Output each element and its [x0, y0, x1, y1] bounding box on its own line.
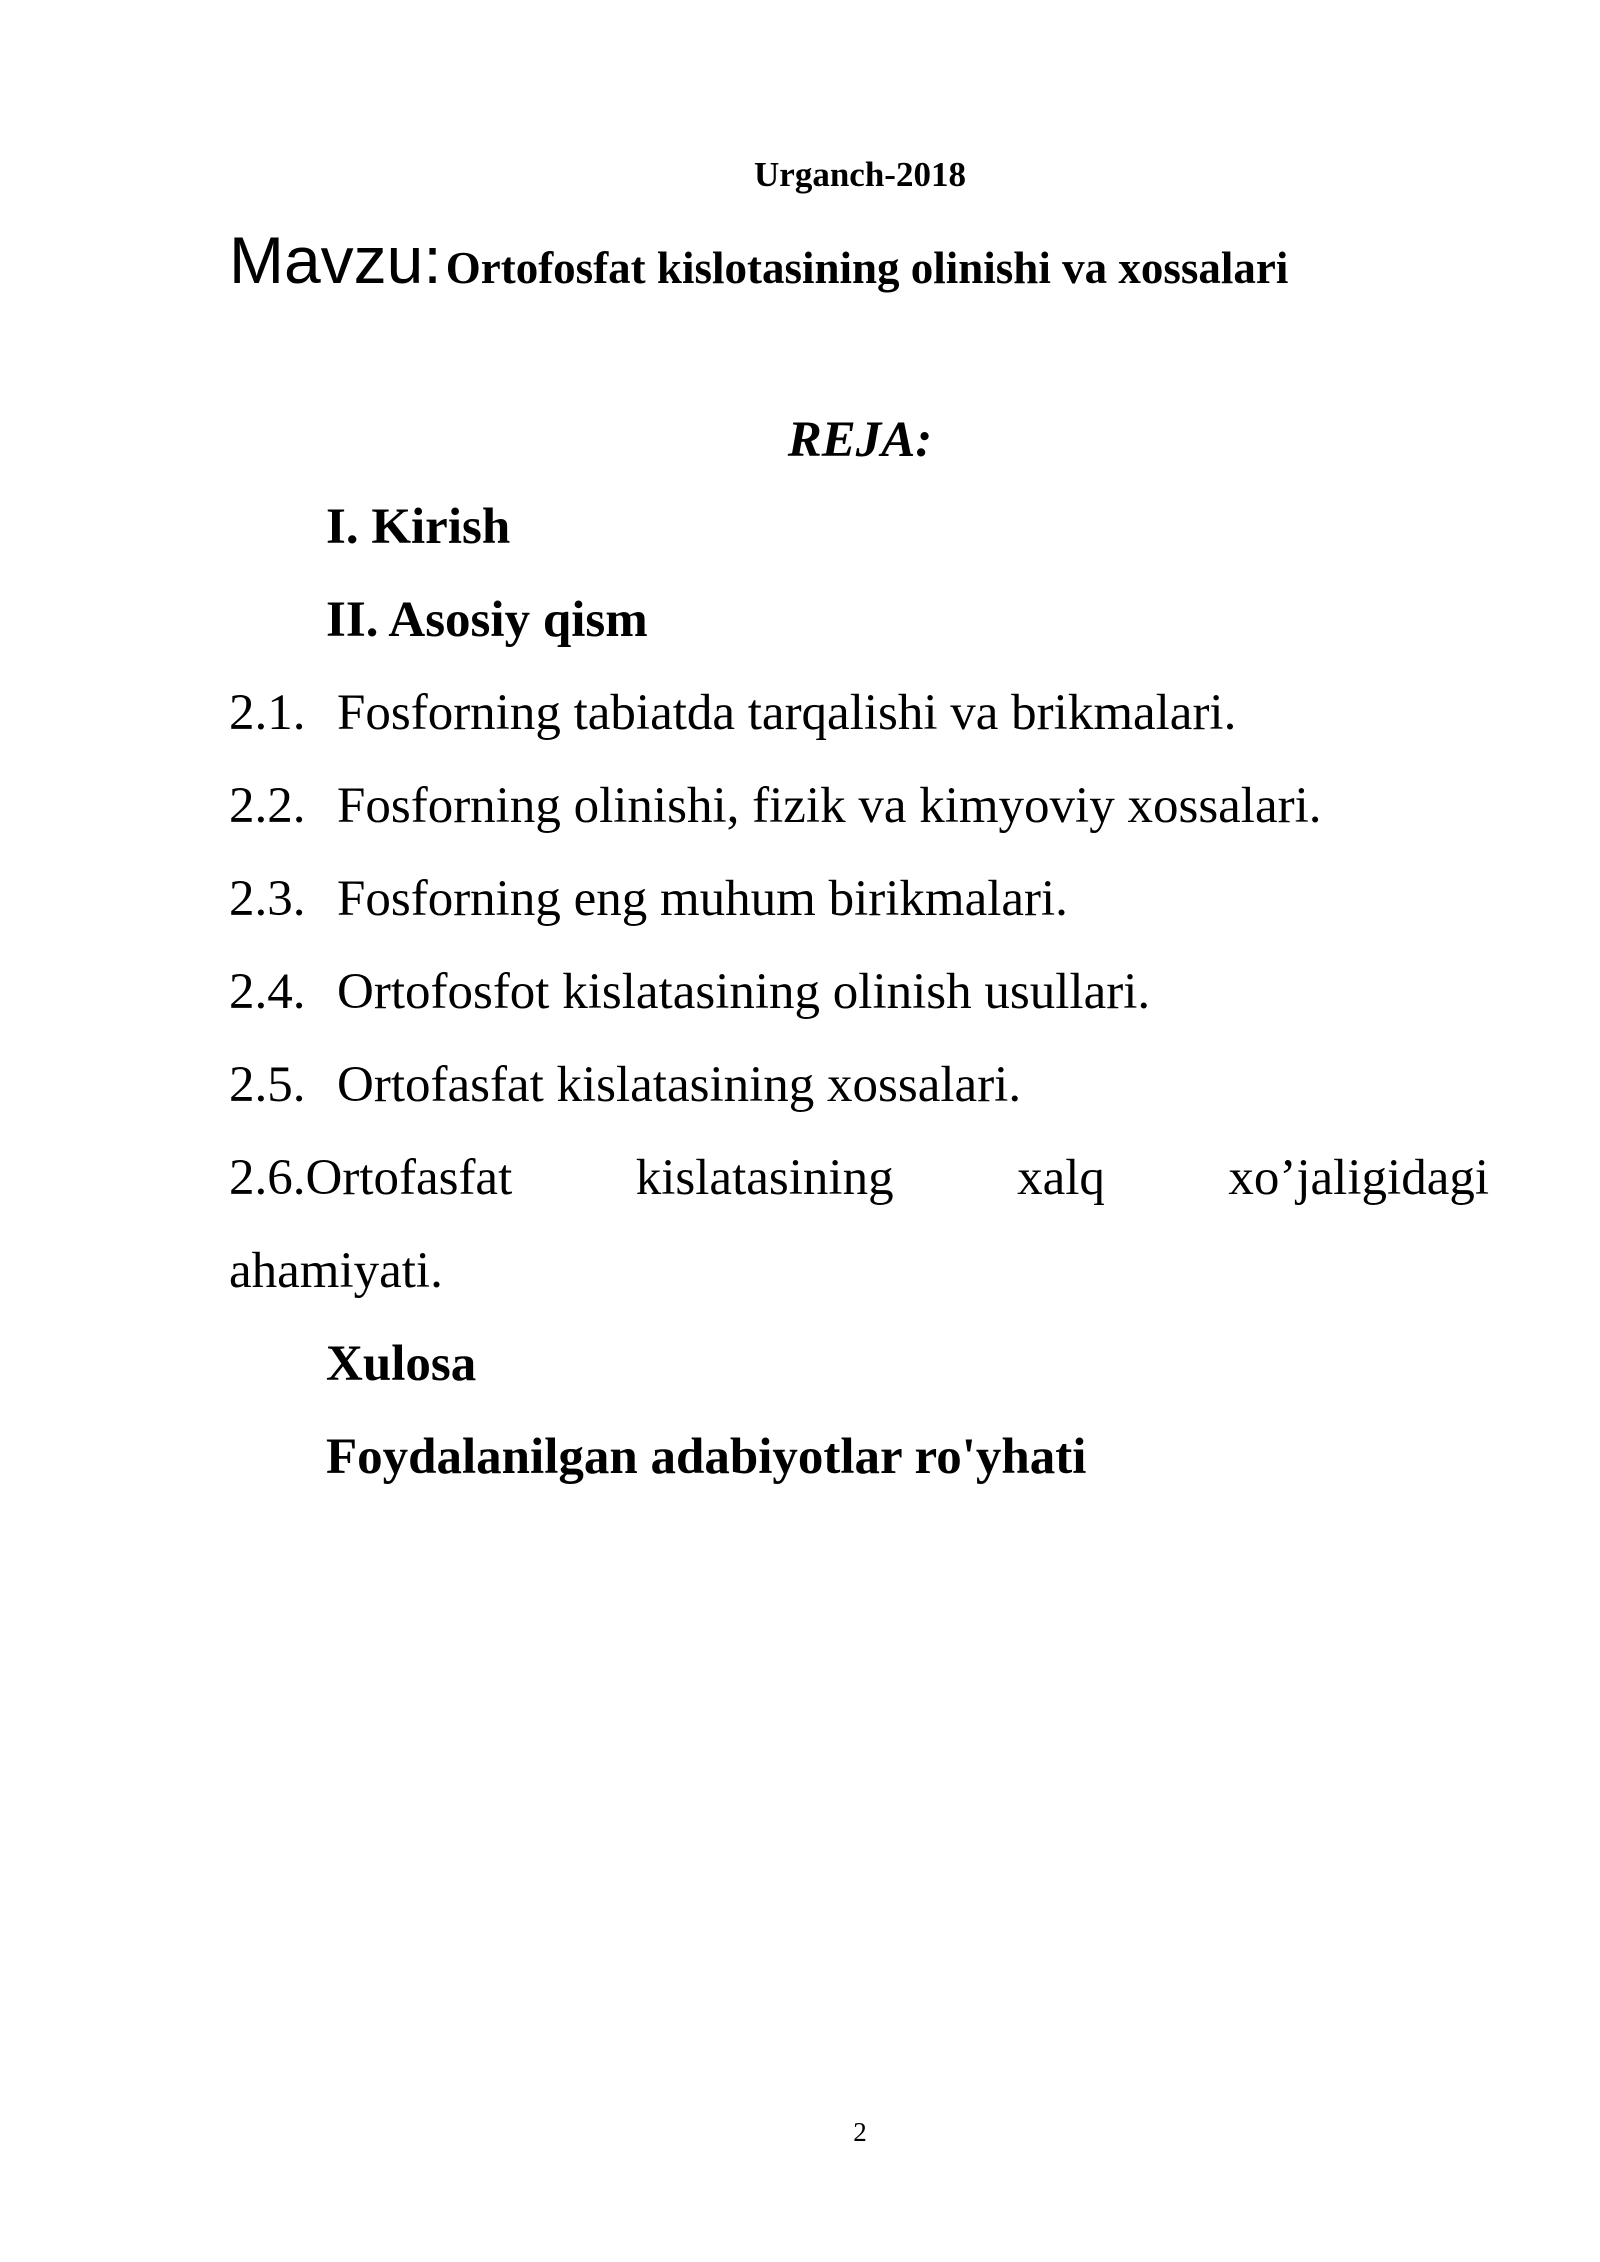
plan-heading: REJA:: [787, 412, 933, 468]
plan-item-6-word: xalq: [1017, 1150, 1105, 1206]
plan-item-number: 2.4.: [229, 964, 306, 1020]
plan-item-number: 2.5.: [229, 1057, 306, 1113]
plan-item: [229, 678, 1236, 748]
topic-line: [229, 215, 1529, 324]
plan-item-6-word: kislatasining: [635, 1150, 894, 1206]
city-year: Urganch-2018: [754, 155, 966, 194]
plan-item-text: Fosforning eng muhum birikmalari.: [337, 871, 1068, 927]
page-number: 2: [853, 2117, 867, 2147]
plan-item-number: 2.3.: [229, 871, 306, 927]
plan-item-number: 2.2.: [229, 778, 306, 834]
plan-item: [229, 1050, 1021, 1120]
plan-section-main-part: II. Asosiy qism: [326, 592, 648, 648]
plan-item-6-word: xo’jaligidagi: [1228, 1150, 1489, 1206]
plan-references: Foydalanilgan adabiyotlar ro'yhati: [326, 1429, 1087, 1485]
plan-item: [229, 957, 1150, 1027]
topic-title: Ortofosfat kislotasining olinishi va xossalari: [445, 243, 1289, 293]
plan-item-text: Fosforning olinishi, fizik va kimyoviy xossalari.: [337, 778, 1322, 834]
plan-item-text: Ortofasfat kislatasining xossalari.: [337, 1057, 1022, 1113]
plan-item-number: 2.1.: [229, 685, 306, 741]
plan-section-introduction: I. Kirish: [326, 499, 511, 555]
plan-item-6-word: 2.6.Ortofasfat: [229, 1150, 513, 1206]
plan-item: [229, 864, 1068, 934]
plan-item-6-first-line: [229, 1143, 1489, 1213]
plan-item-6-continuation: ahamiyati.: [229, 1243, 443, 1299]
plan-item: [229, 771, 1322, 841]
topic-label: Mavzu:: [229, 223, 442, 297]
plan-item-text: Ortofosfot kislatasining olinish usullari.: [337, 964, 1151, 1020]
plan-conclusion: Xulosa: [326, 1336, 477, 1392]
plan-item-text: Fosforning tabiatda tarqalishi va brikmalari.: [337, 685, 1237, 741]
